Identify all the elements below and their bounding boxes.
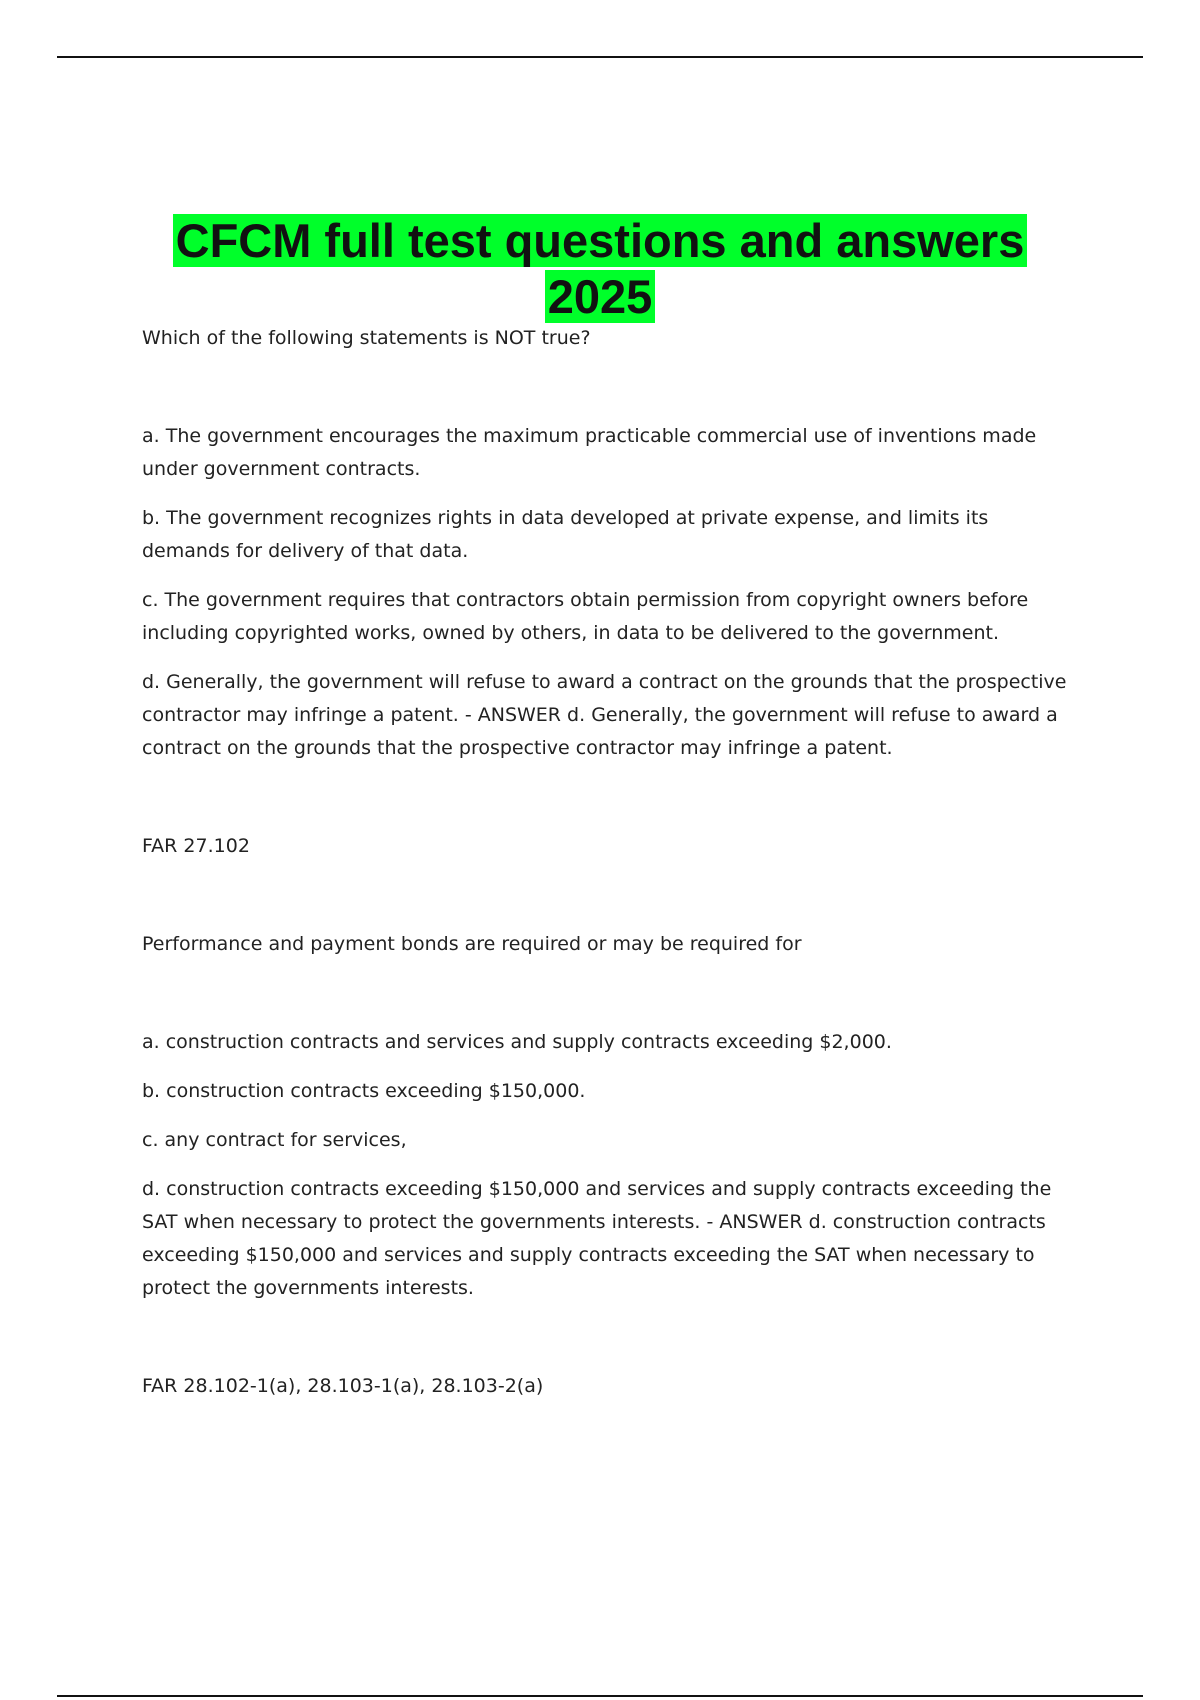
answer-option-c: c. The government requires that contractors obtain permission from copyright owners before including copyrighted works, owned by others, in data to be delivered to the government. xyxy=(142,589,1029,644)
question-text: Performance and payment bonds are required or may be required for xyxy=(142,933,802,955)
document-title xyxy=(100,213,1100,325)
answer-option-a: a. The government encourages the maximum practicable commercial use of inventions made under government contracts. xyxy=(142,425,1037,480)
question-text: Which of the following statements is NOT true? xyxy=(142,327,591,349)
far-reference: FAR 28.102-1(a), 28.103-1(a), 28.103-2(a) xyxy=(142,1375,544,1397)
answer-option-b: b. The government recognizes rights in data developed at private expense, and limits its demands for delivery of that data. xyxy=(142,507,989,562)
answer-option-c: c. any contract for services, xyxy=(142,1129,407,1151)
answer-option-a: a. construction contracts and services and supply contracts exceeding $2,000. xyxy=(142,1031,892,1053)
title-line-2: 2025 xyxy=(545,270,656,323)
header-rule xyxy=(57,56,1143,58)
question-block-1 xyxy=(142,322,1067,863)
far-reference: FAR 27.102 xyxy=(142,835,250,857)
question-block-2 xyxy=(142,928,1067,1403)
footer-rule xyxy=(57,1695,1143,1697)
answer-option-d: d. construction contracts exceeding $150,000 and services and supply contracts exceeding the SAT when necessary to protect the governments interests. - ANSWER d. construction contracts exceeding $150,000 and services and supply contracts exceeding the SAT when necessary to protect the governments interests. xyxy=(142,1178,1052,1299)
answer-option-d: d. Generally, the government will refuse to award a contract on the grounds that the prospective contractor may infringe a patent. - ANSWER d. Generally, the government will refuse to award a contract on the grounds that the prospective contractor may infringe a patent. xyxy=(142,671,1067,759)
title-line-1: CFCM full test questions and answers xyxy=(173,214,1028,267)
answer-option-b: b. construction contracts exceeding $150,000. xyxy=(142,1080,586,1102)
document-body xyxy=(142,322,1067,1468)
